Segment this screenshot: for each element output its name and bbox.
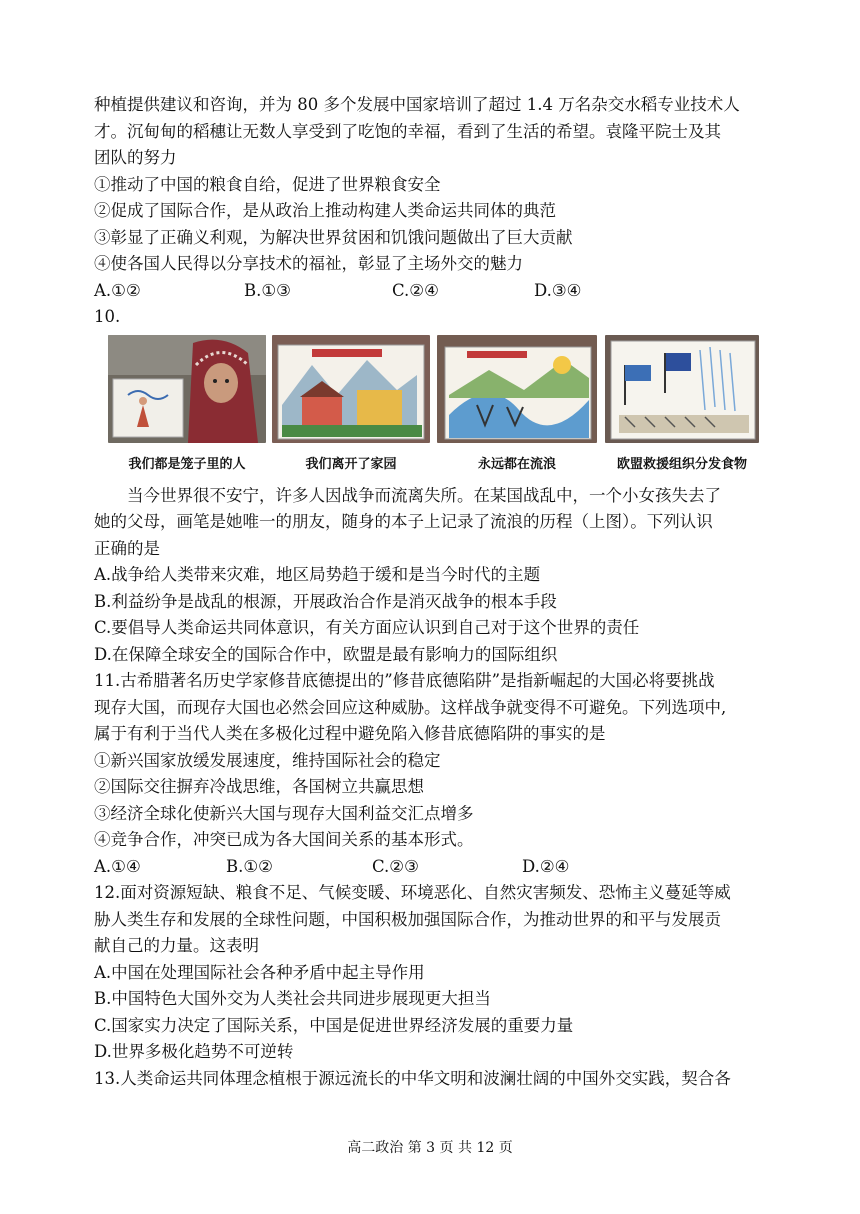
q13-line: 13.人类命运共同体理念植根于源远流长的中华文明和波澜壮阔的中国外交实践，契合各 <box>94 1068 731 1088</box>
q11-line: 现存大国，而现存大国也必然会回应这种威胁。这样战争就变得不可避免。下列选项中, <box>94 697 727 717</box>
q12-option-d: D.世界多极化趋势不可逆转 <box>94 1042 294 1061</box>
q12-line: 胁人类生存和发展的全球性问题，中国积极加强国际合作，为推动世界的和平与发展贡 <box>94 909 721 929</box>
leaving-home-drawing-image <box>272 335 430 443</box>
page-footer: 高二政治 第 3 页 共 12 页 <box>347 1140 513 1156</box>
q10-stem-line: 她的父母，画笔是她唯一的朋友，随身的本子上记录了流浪的历程（上图）。下列认识 <box>94 512 713 531</box>
drawing-figure-4 <box>605 335 759 472</box>
q9-choice-c: C.②④ <box>392 280 439 300</box>
q9-choice-a: A.①② <box>94 280 141 300</box>
question-13 <box>94 1066 774 1093</box>
q11-statement: ②国际交往摒弃冷战思维，各国树立共赢思想 <box>94 777 424 796</box>
eu-aid-drawing-image <box>605 335 759 443</box>
q12-line: 12.面对资源短缺、粮食不足、气候变暖、环境恶化、自然灾害频发、恐怖主义蔓延等威 <box>94 883 731 902</box>
q12-option-c: C.国家实力决定了国际关系，中国是促进世界经济发展的重要力量 <box>94 1015 574 1035</box>
question-9 <box>94 92 774 304</box>
q10-stem-line: 当今世界很不安宁，许多人因战争而流离失所。在某国战乱中，一个小女孩失去了 <box>127 485 721 505</box>
q12-line: 献自己的力量。这表明 <box>94 936 259 955</box>
figure-caption: 我们离开了家园 <box>305 456 397 472</box>
q9-line: 团队的努力 <box>94 148 177 167</box>
q9-statement: ③彰显了正确义利观，为解决世界贫困和饥饿问题做出了巨大贡献 <box>94 227 573 247</box>
drawing-figure-2 <box>272 335 430 472</box>
q10-stem-line: 正确的是 <box>94 538 160 558</box>
q11-statement: ③经济全球化使新兴大国与现存大国利益交汇点增多 <box>94 803 474 823</box>
q9-choices <box>94 278 774 305</box>
q9-statement: ②促成了国际合作，是从政治上推动构建人类命运共同体的典范 <box>94 201 556 220</box>
question-11 <box>94 668 774 880</box>
figure-caption: 我们都是笼子里的人 <box>128 456 246 472</box>
q11-line: 11.古希腊著名历史学家修昔底德提出的”修昔底德陷阱”是指新崛起的大国必将要挑战 <box>94 671 715 690</box>
q11-statement: ④竞争合作，冲突已成为各大国间关系的基本形式。 <box>94 830 474 849</box>
q12-option-a: A.中国在处理国际社会各种矛盾中起主导作用 <box>94 962 425 982</box>
q11-line: 属于有利于当代人类在多极化过程中避免陷入修昔底德陷阱的事实的是 <box>94 724 606 743</box>
q9-choice-b: B.①③ <box>244 280 291 300</box>
wandering-drawing-image <box>437 335 597 443</box>
question-10 <box>94 304 774 668</box>
q10-option-c: C.要倡导人类命运共同体意识，有关方面应认识到自己对于这个世界的责任 <box>94 618 640 637</box>
drawing-figure-3 <box>437 335 597 472</box>
q10-option-b: B.利益纷争是战乱的根源，开展政治合作是消灭战争的根本手段 <box>94 591 557 611</box>
q11-choice-b: B.①② <box>226 856 273 876</box>
page-content <box>94 92 774 1092</box>
q10-option-a: A.战争给人类带来灾难，地区局势趋于缓和是当今时代的主题 <box>94 565 541 584</box>
q11-choice-d: D.②④ <box>522 856 570 876</box>
q10-number: 10. <box>94 307 121 326</box>
q11-choice-a: A.①④ <box>94 856 141 876</box>
girl-with-drawing-image <box>108 335 266 443</box>
q10-option-d: D.在保障全球安全的国际合作中，欧盟是最有影响力的国际组织 <box>94 644 558 664</box>
q9-statement: ①推动了中国的粮食自给，促进了世界粮食安全 <box>94 174 441 194</box>
q9-line: 种植提供建议和咨询，并为 80 多个发展中国家培训了超过 1.4 万名杂交水稻专业技术人 <box>94 95 740 114</box>
figure-caption: 欧盟救援组织分发食物 <box>616 456 747 472</box>
q11-statement: ①新兴国家放缓发展速度，维持国际社会的稳定 <box>94 750 441 770</box>
q12-option-b: B.中国特色大国外交为人类社会共同进步展现更大担当 <box>94 989 491 1008</box>
q9-choice-d: D.③④ <box>534 280 582 300</box>
q10-figure-row <box>94 335 774 483</box>
q11-choices <box>94 854 774 881</box>
drawing-figure-1 <box>108 335 266 472</box>
q9-statement: ④使各国人民得以分享技术的福祉，彰显了主场外交的魅力 <box>94 254 523 273</box>
question-12 <box>94 880 774 1066</box>
q9-line: 才。沉甸甸的稻穗让无数人享受到了吃饱的幸福，看到了生活的希望。袁隆平院士及其 <box>94 121 721 141</box>
q11-choice-c: C.②③ <box>372 856 419 876</box>
figure-caption: 永远都在流浪 <box>477 456 556 472</box>
